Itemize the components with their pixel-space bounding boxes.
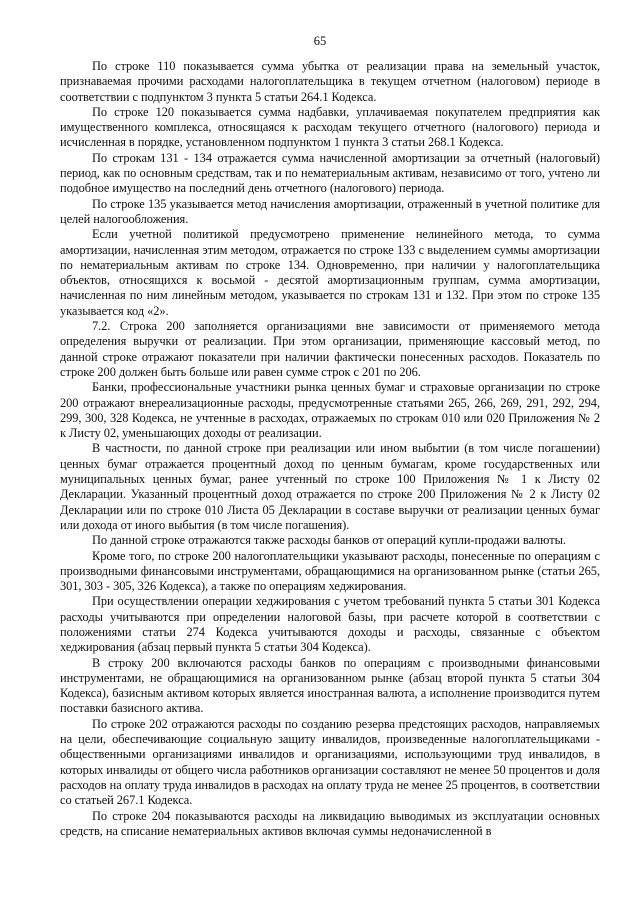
paragraph-hedging: При осуществлении операции хеджирования с учетом требований пункта 5 статьи 301 Кодекса расходы учитываются при определении налоговой базы, при расчете которой в соответствии с положениями статьи 274 Кодекса учитываются доходы и расходы, связанные с объектом хеджирования (абзац первый пункта 5 статьи 304 Кодекса). <box>60 594 600 655</box>
paragraph-line-202: По строке 202 отражаются расходы по созданию резерва предстоящих расходов, направляемых на цели, обеспечивающие социальную защиту инвалидов, произведенные налогоплательщиками - общественными организациями инвалидов и организациями, использующими труд инвалидов, в которых инвалиды от общего числа работников организации составляют не менее 50 процентов и доля расходов на оплату труда инвалидов в расходах на оплату труда не менее 25 процентов, в соответствии со статьей 267.1 Кодекса. <box>60 716 600 808</box>
body-text <box>60 59 600 839</box>
paragraph-securities: В частности, по данной строке при реализации или ином выбытии (в том числе погашении) ценных бумаг отражается процентный доход по ценным бумагам, кроме государственных или муниципальных ценных бумаг, ранее учтенный по строке 100 Приложения № 1 к Листу 02 Декларации. Указанный процентный доход отражается по строке 200 Приложения № 2 к Листу 02 Декларации или по строке 010 Листа 05 Декларации в составе выручки от реализации ценных бумаг или дохода от иного выбытия (в том числе погашения). <box>60 441 600 532</box>
paragraph-line-204: По строке 204 показываются расходы на ликвидацию выводимых из эксплуатации основных средств, на списание нематериальных активов включая суммы недоначисленной в <box>60 808 600 838</box>
paragraph-derivatives: Кроме того, по строке 200 налогоплательщики указывают расходы, понесенные по операциям с производными финансовыми инструментами, обращающимися на организованном рынке (статьи 265, 301, 303 - 305, 326 Кодекса), а также по операциям хеджирования. <box>60 548 600 594</box>
paragraph-banks: Банки, профессиональные участники рынка ценных бумаг и страховые организации по строке 200 отражают внереализационные расходы, предусмотренные статьями 265, 266, 269, 291, 292, 294, 299, 300, 328 Кодекса, не учтенные в расходах, отражаемых по строкам 010 или 020 Приложения № 2 к Листу 02, уменьшающих доходы от реализации. <box>60 380 600 441</box>
paragraph-line-120: По строке 120 показывается сумма надбавки, уплачиваемая покупателем предприятия как имущественного комплекса, относящаяся к расходам текущего отчетного (налогового) периода и исчисленная в порядке, установленном подпунктом 1 пункта 3 статьи 268.1 Кодекса. <box>60 104 600 150</box>
paragraph-line-110: По строке 110 показывается сумма убытка от реализации права на земельный участок, признаваемая прочими расходами налогоплательщика в текущем отчетном (налоговом) периоде в соответствии с подпунктом 3 пункта 5 статьи 264.1 Кодекса. <box>60 59 600 104</box>
paragraph-nonlinear-method: Если учетной политикой предусмотрено применение нелинейного метода, то сумма амортизации, начисленная этим методом, отражается по строке 133 с выделением суммы амортизации по нематериальным активам по строке 134. Одновременно, при наличии у налогоплательщика объектов, относящихся к восьмой - десятой амортизационным группам, сумма амортизации, начисленная по ним линейным методом, указывается по строкам 131 и 132. При этом по строке 135 указывается код «2». <box>60 227 600 318</box>
page-number: 65 <box>313 34 327 48</box>
paragraph-lines-131-134: По строкам 131 - 134 отражается сумма начисленной амортизации за отчетный (налоговый) период, как по основным средствам, так и по нематериальным активам, независимо от того, учтено ли подобное имущество на последний день отчетного (налогового) периода. <box>60 150 600 196</box>
paragraph-currency: По данной строке отражаются также расходы банков от операций купли-продажи валюты. <box>92 533 566 548</box>
paragraph-line-135: По строке 135 указывается метод начисления амортизации, отраженный в учетной политике для целей налогообложения. <box>60 196 600 226</box>
paragraph-section-7-2: 7.2. Строка 200 заполняется организациями вне зависимости от применяемого метода определения выручки от реализации. При этом организации, применяющие кассовый метод, по данной строке отражают показатели при наличии фактически понесенных расходов. Показатель по строке 200 должен быть больше или равен сумме строк с 201 по 206. <box>60 319 600 379</box>
paragraph-bank-derivatives: В строку 200 включаются расходы банков по операциям с производными финансовыми инструментами, не обращающимися на организованном рынке (абзац второй пункта 5 статьи 304 Кодекса), базисным активом которых является иностранная валюта, а исполнение производится путем поставки базисного актива. <box>60 655 600 716</box>
